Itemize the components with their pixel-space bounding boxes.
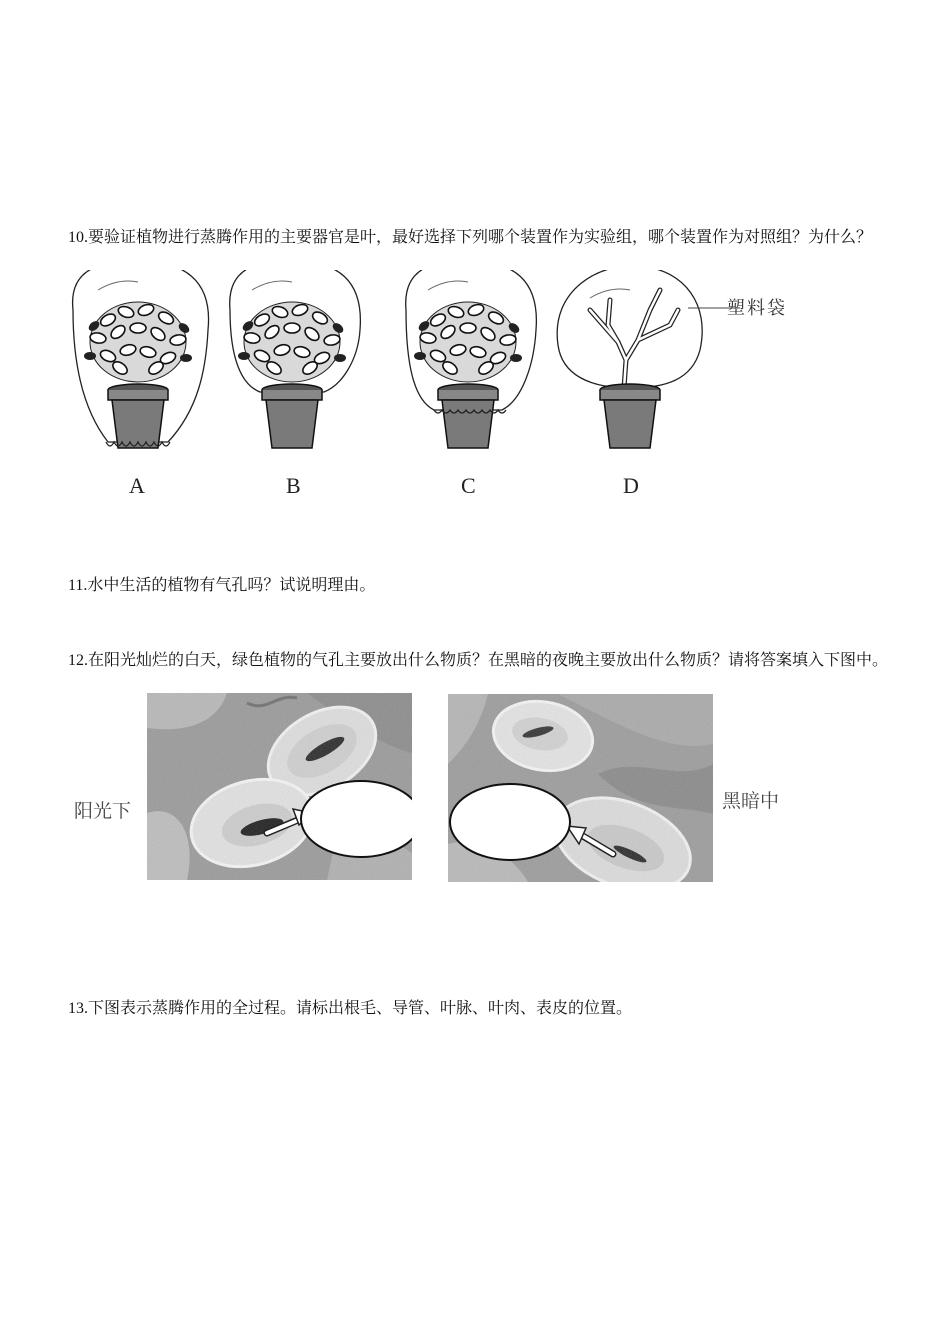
device-label-b: B	[286, 473, 301, 498]
question-text: 水中生活的植物有气孔吗？试说明理由。	[87, 575, 376, 594]
stomata-darkness-image	[448, 694, 713, 882]
question-text: 要验证植物进行蒸腾作用的主要器官是叶，最好选择下列哪个装置作为实验组，哪个装置作为对照组？为什么？	[88, 227, 873, 246]
answer-bubble-darkness[interactable]	[450, 784, 570, 860]
stomata-sunlight-image	[147, 693, 412, 880]
question-number: 13.	[68, 1000, 88, 1017]
question-number: 12.	[68, 652, 88, 669]
question-number: 11.	[68, 577, 88, 594]
device-label-a: A	[129, 473, 145, 498]
question-10	[68, 224, 888, 250]
answer-bubble-sunlight[interactable]	[301, 781, 412, 857]
sunlight-label: 阳光下	[74, 800, 132, 822]
darkness-label: 黑暗中	[722, 790, 780, 812]
plastic-bag-label: 塑料袋	[727, 298, 787, 319]
question-number: 10.	[68, 229, 88, 246]
device-label-c: C	[461, 473, 476, 498]
question-text: 下图表示蒸腾作用的全过程。请标出根毛、导管、叶脉、叶肉、表皮的位置。	[88, 998, 633, 1017]
question-13	[68, 995, 888, 1021]
question-11	[68, 572, 888, 598]
figure-10-devices	[60, 270, 820, 510]
device-label-d: D	[623, 473, 639, 498]
question-12	[68, 647, 888, 673]
question-text: 在阳光灿烂的白天，绿色植物的气孔主要放出什么物质？在黑暗的夜晚主要放出什么物质？请将答案填入下图中。	[88, 650, 889, 669]
